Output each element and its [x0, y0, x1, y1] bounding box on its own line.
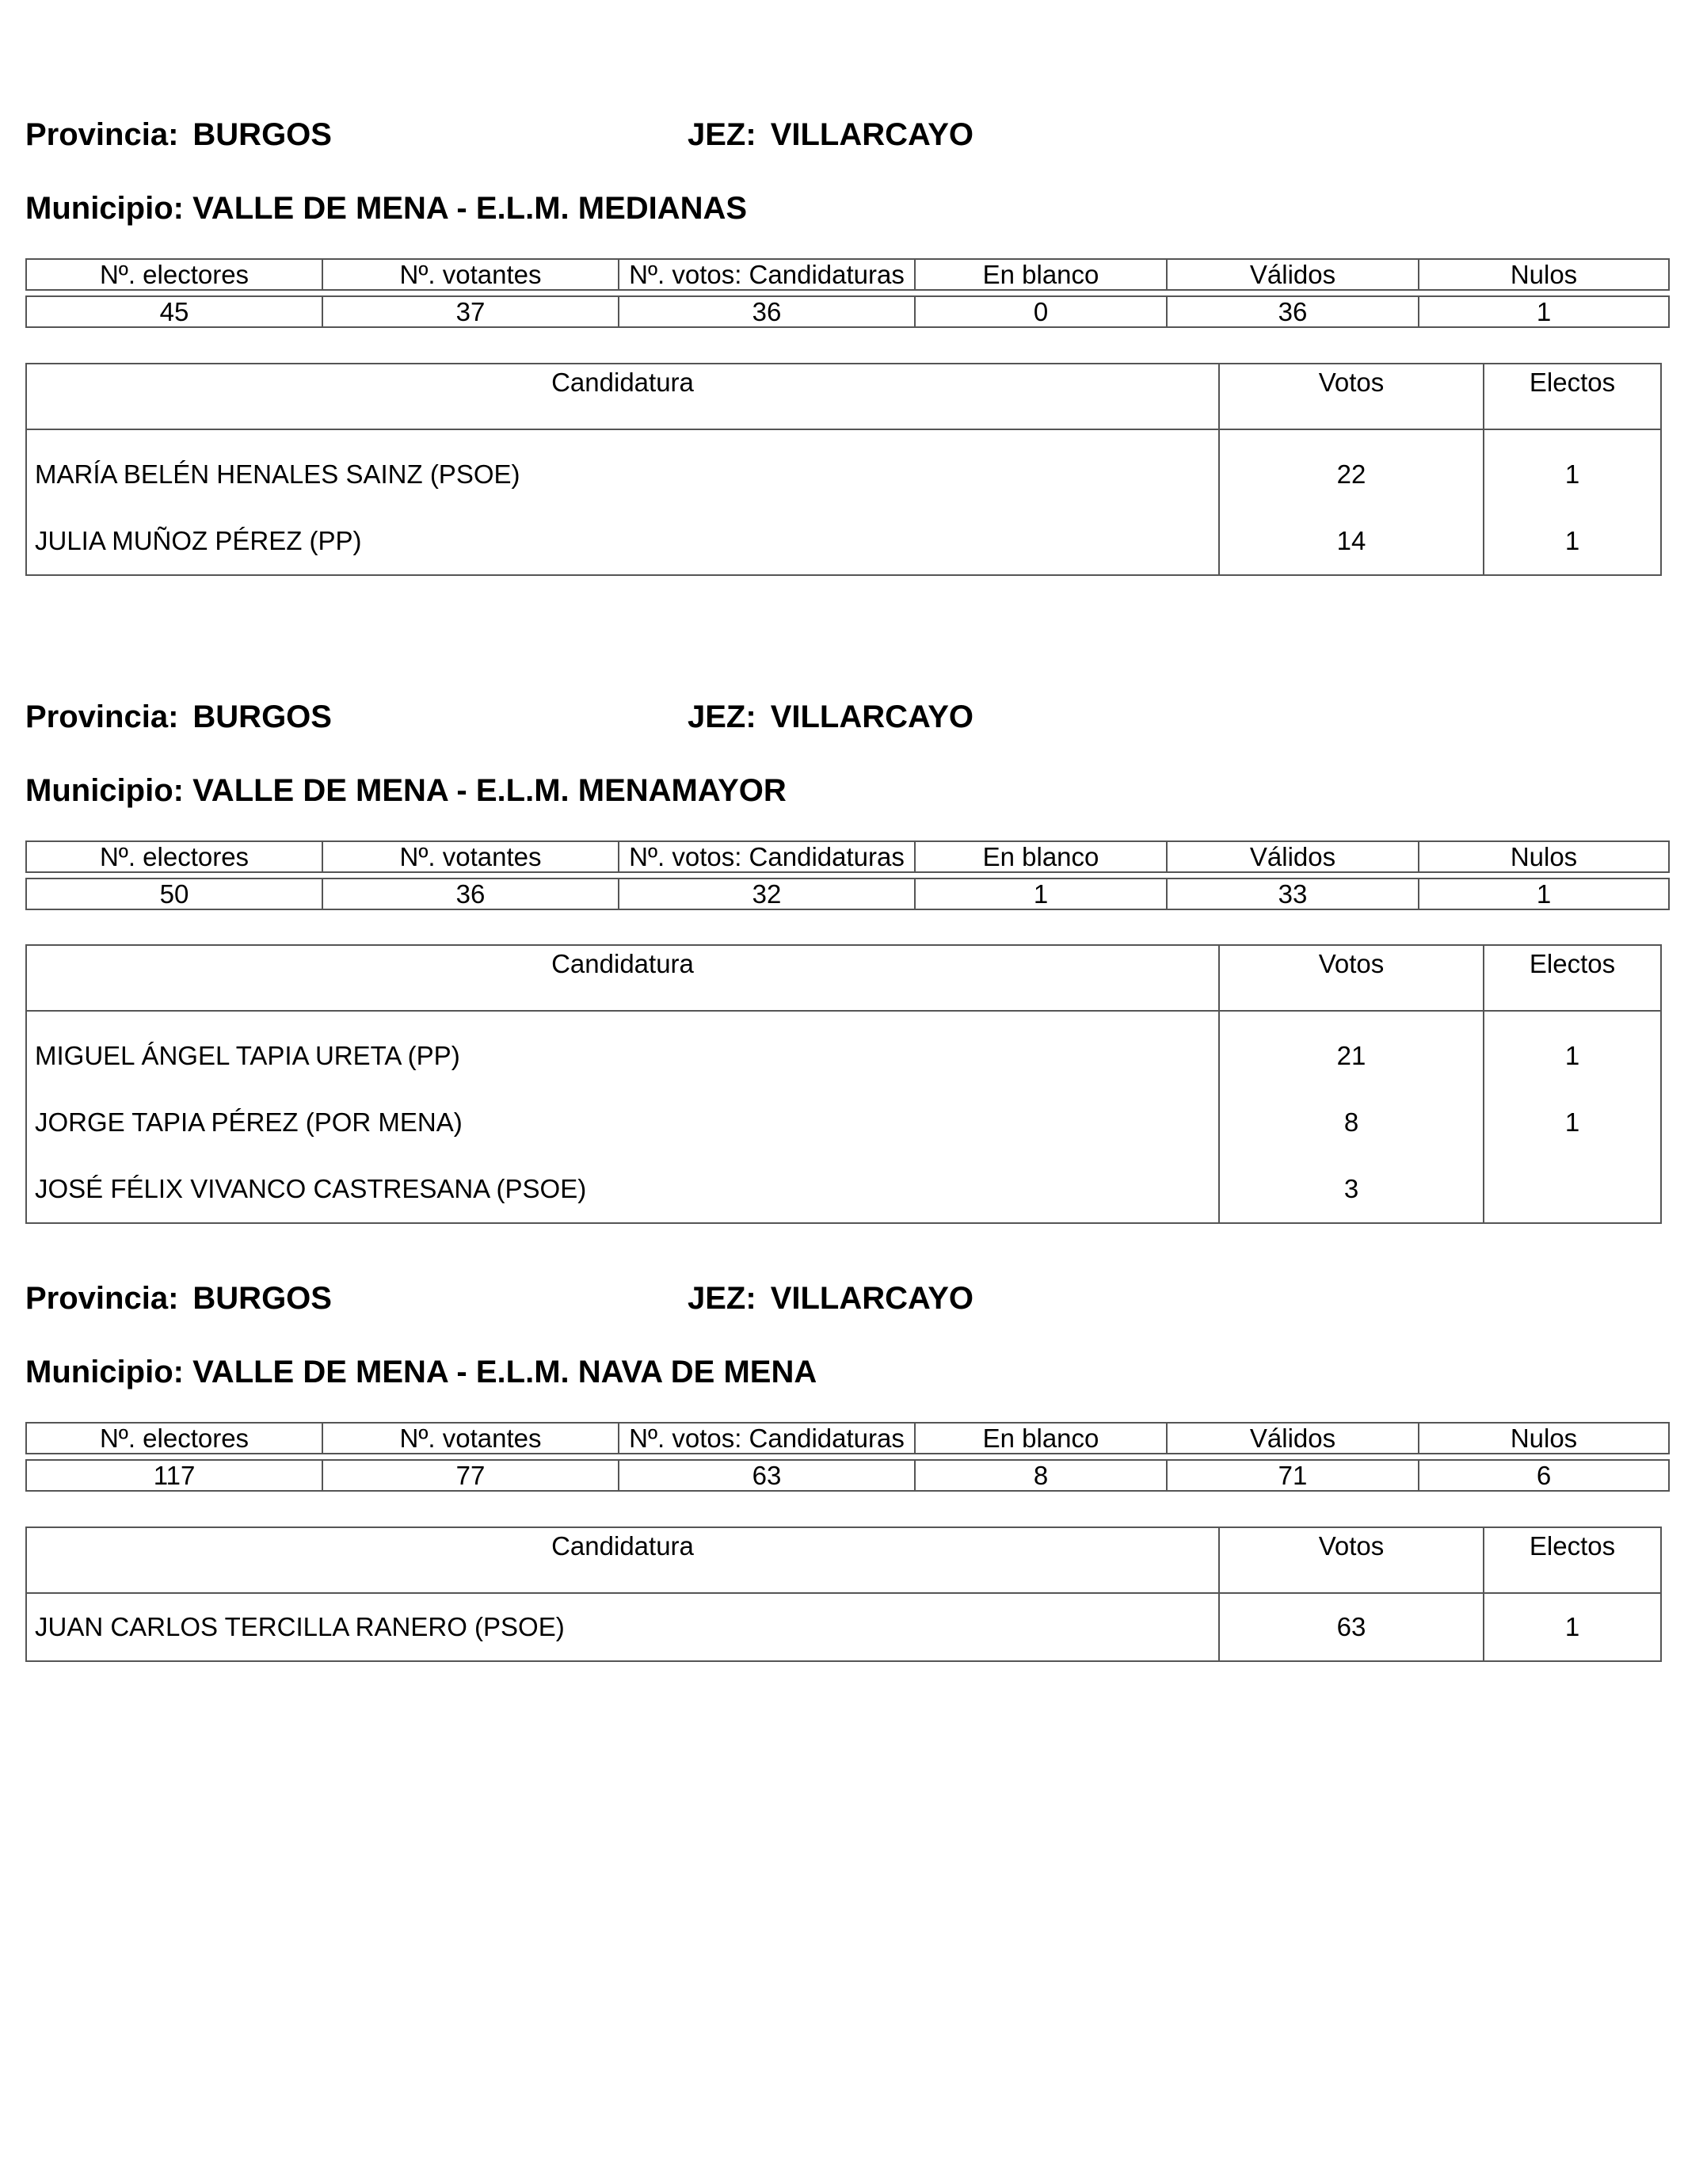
votos-header: Votos [1219, 364, 1484, 429]
jez-value: VILLARCAYO [770, 1281, 974, 1316]
stats-value-cell: 63 [619, 1460, 915, 1491]
provincia-label: Provincia: [25, 117, 179, 152]
electos-header: Electos [1484, 1527, 1661, 1593]
municipio-value: VALLE DE MENA - E.L.M. NAVA DE MENA [192, 1355, 817, 1389]
electos-header: Electos [1484, 945, 1661, 1011]
stats-value-cell: 36 [619, 296, 915, 327]
candidates-table [25, 1527, 1662, 1662]
candidates-header-row [26, 1527, 1661, 1593]
votos-header: Votos [1219, 1527, 1484, 1593]
stats-header-row [26, 841, 1669, 872]
provincia-label: Provincia: [25, 1281, 179, 1316]
candidatura-header: Candidatura [26, 364, 1219, 429]
votos-header: Votos [1219, 945, 1484, 1011]
stats-header-cell: Nº. votantes [322, 259, 619, 290]
stats-value-cell: 36 [1167, 296, 1419, 327]
municipio-label: Municipio: [25, 773, 184, 808]
stats-value-cell: 8 [915, 1460, 1167, 1491]
stats-value-row [26, 1460, 1669, 1491]
stats-value-cell: 32 [619, 879, 915, 909]
stats-header-cell: En blanco [915, 841, 1167, 872]
candidate-row [26, 1089, 1661, 1156]
candidate-electos: 1 [1484, 1593, 1661, 1661]
municipio-line [25, 1353, 817, 1391]
municipio-label: Municipio: [25, 1355, 184, 1389]
municipio-line [25, 189, 747, 227]
municipio-value: VALLE DE MENA - E.L.M. MENAMAYOR [192, 773, 787, 808]
candidate-votos: 8 [1219, 1089, 1484, 1156]
stats-value-cell: 6 [1419, 1460, 1669, 1491]
municipio-value: VALLE DE MENA - E.L.M. MEDIANAS [192, 191, 748, 226]
provincia-line [25, 698, 332, 736]
stats-value-cell: 0 [915, 296, 1167, 327]
candidate-votos: 3 [1219, 1156, 1484, 1223]
stats-table [25, 258, 1670, 328]
jez-line [688, 698, 973, 736]
stats-header-cell: Nº. votos: Candidaturas [619, 259, 915, 290]
stats-header-cell: Nº. votantes [322, 841, 619, 872]
stats-value-cell: 1 [915, 879, 1167, 909]
stats-header-cell: Nº. votantes [322, 1423, 619, 1454]
stats-header-row [26, 1423, 1669, 1454]
stats-table [25, 840, 1670, 910]
municipio-line [25, 772, 787, 810]
stats-header-cell: En blanco [915, 1423, 1167, 1454]
candidatura-header: Candidatura [26, 1527, 1219, 1593]
jez-label: JEZ: [688, 699, 756, 734]
stats-value-row [26, 296, 1669, 327]
stats-header-row [26, 259, 1669, 290]
section-menamayor [25, 698, 1659, 1221]
stats-value-cell: 45 [26, 296, 322, 327]
candidate-row [26, 1011, 1661, 1089]
stats-value-row [26, 879, 1669, 909]
candidates-table [25, 944, 1662, 1224]
candidate-name: JOSÉ FÉLIX VIVANCO CASTRESANA (PSOE) [26, 1156, 1219, 1223]
candidate-electos [1484, 1156, 1661, 1223]
candidate-name: MIGUEL ÁNGEL TAPIA URETA (PP) [26, 1011, 1219, 1089]
provincia-value: BURGOS [192, 699, 332, 734]
candidate-votos: 63 [1219, 1593, 1484, 1661]
provincia-value: BURGOS [192, 1281, 332, 1316]
stats-table [25, 1422, 1670, 1492]
electos-header: Electos [1484, 364, 1661, 429]
candidatura-header: Candidatura [26, 945, 1219, 1011]
candidate-name: JORGE TAPIA PÉREZ (POR MENA) [26, 1089, 1219, 1156]
jez-label: JEZ: [688, 1281, 756, 1316]
stats-header-cell: Nº. votos: Candidaturas [619, 1423, 915, 1454]
provincia-line [25, 1279, 332, 1317]
stats-value-cell: 77 [322, 1460, 619, 1491]
stats-header-cell: Nº. electores [26, 1423, 322, 1454]
candidate-votos: 22 [1219, 429, 1484, 508]
stats-value-cell: 117 [26, 1460, 322, 1491]
candidates-table [25, 363, 1662, 576]
jez-label: JEZ: [688, 117, 756, 152]
provincia-line [25, 116, 332, 154]
candidate-electos: 1 [1484, 508, 1661, 575]
stats-header-cell: En blanco [915, 259, 1167, 290]
candidate-row [26, 429, 1661, 508]
candidate-votos: 21 [1219, 1011, 1484, 1089]
candidate-electos: 1 [1484, 1011, 1661, 1089]
candidate-name: JUAN CARLOS TERCILLA RANERO (PSOE) [26, 1593, 1219, 1661]
stats-header-cell: Nulos [1419, 1423, 1669, 1454]
municipio-label: Municipio: [25, 191, 184, 226]
candidate-votos: 14 [1219, 508, 1484, 575]
candidate-row [26, 1156, 1661, 1223]
candidate-row [26, 1593, 1661, 1661]
stats-header-cell: Válidos [1167, 1423, 1419, 1454]
stats-header-cell: Nº. votos: Candidaturas [619, 841, 915, 872]
section-medianas [25, 116, 1659, 567]
jez-line [688, 116, 973, 154]
candidates-header-row [26, 945, 1661, 1011]
candidate-name: MARÍA BELÉN HENALES SAINZ (PSOE) [26, 429, 1219, 508]
provincia-label: Provincia: [25, 699, 179, 734]
stats-header-cell: Nulos [1419, 259, 1669, 290]
stats-header-cell: Válidos [1167, 259, 1419, 290]
stats-header-cell: Nulos [1419, 841, 1669, 872]
stats-header-cell: Nº. electores [26, 841, 322, 872]
stats-value-cell: 33 [1167, 879, 1419, 909]
stats-value-cell: 37 [322, 296, 619, 327]
stats-header-cell: Nº. electores [26, 259, 322, 290]
stats-value-cell: 36 [322, 879, 619, 909]
candidates-header-row [26, 364, 1661, 429]
candidate-row [26, 508, 1661, 575]
candidate-electos: 1 [1484, 1089, 1661, 1156]
section-nava-de-mena [25, 1279, 1659, 1675]
candidate-electos: 1 [1484, 429, 1661, 508]
candidate-name: JULIA MUÑOZ PÉREZ (PP) [26, 508, 1219, 575]
jez-value: VILLARCAYO [770, 699, 974, 734]
stats-header-cell: Válidos [1167, 841, 1419, 872]
jez-line [688, 1279, 973, 1317]
stats-value-cell: 50 [26, 879, 322, 909]
provincia-value: BURGOS [192, 117, 332, 152]
stats-value-cell: 1 [1419, 296, 1669, 327]
stats-value-cell: 1 [1419, 879, 1669, 909]
stats-value-cell: 71 [1167, 1460, 1419, 1491]
jez-value: VILLARCAYO [770, 117, 974, 152]
